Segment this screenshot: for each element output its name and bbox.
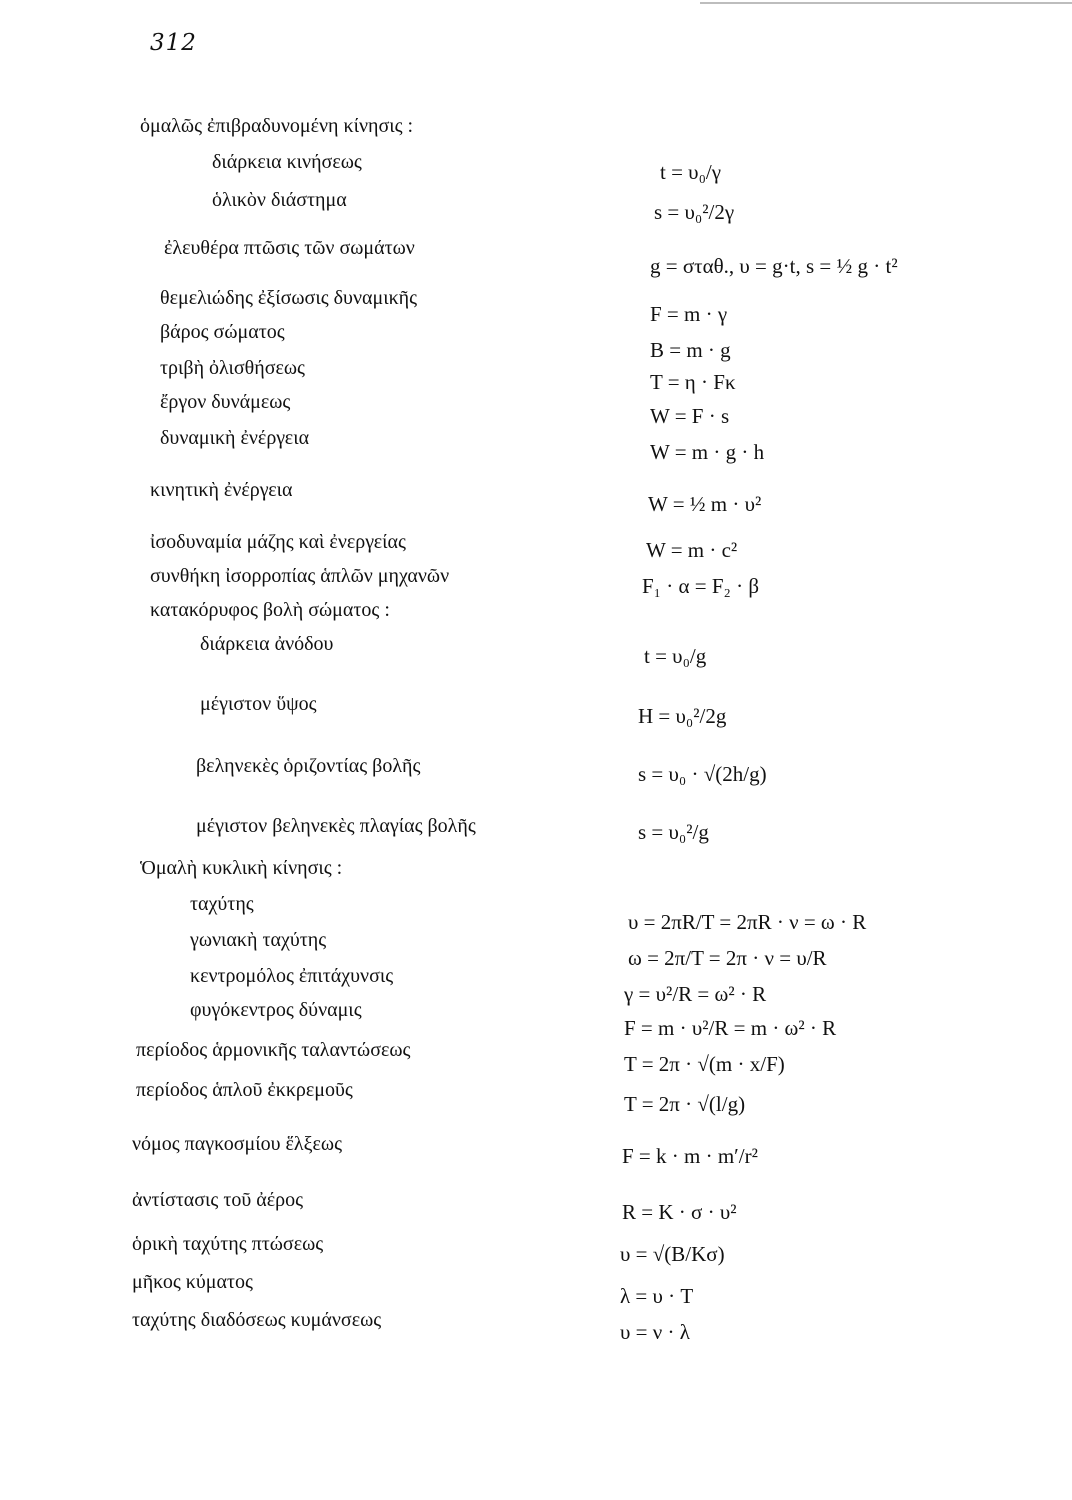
formula-friction: T = η · Fκ [650, 370, 736, 394]
formula-angular-velocity: ω = 2π/T = 2π · ν = υ/R [628, 946, 827, 970]
formula-centrifugal-force: F = m · υ²/R = m · ω² · R [624, 1016, 837, 1040]
label-sliding-friction: τριβὴ ὀλισθήσεως [160, 357, 305, 379]
label-harmonic-oscillation-period: περίοδος ἁρμονικῆς ταλαντώσεως [136, 1039, 411, 1061]
label-centripetal-acceleration: κεντρομόλος ἐπιτάχυνσις [190, 965, 394, 987]
formula-maximum-height: H = υ₀²/2g [638, 704, 727, 728]
label-centrifugal-force: φυγόκεντρος δύναμις [190, 999, 362, 1021]
formula-equilibrium: F₁ · α = F₂ · β [642, 574, 760, 598]
formula-total-distance: s = υ₀²/2γ [654, 200, 735, 224]
label-vertical-throw: κατακόρυφος βολὴ σώματος : [150, 599, 390, 621]
formula-fundamental-dynamics: F = m · γ [650, 302, 728, 326]
formula-work: W = F · s [650, 404, 730, 428]
label-wave-propagation-speed: ταχύτης διαδόσεως κυμάνσεως [132, 1309, 382, 1331]
formula-max-oblique-range: s = υ₀²/g [638, 820, 709, 844]
formula-speed: υ = 2πR/T = 2πR · ν = ω · R [628, 910, 867, 934]
label-speed: ταχύτης [190, 893, 254, 915]
formula-ascent-duration: t = υ₀/g [644, 644, 707, 668]
formula-pendulum-period: T = 2π · √(l/g) [624, 1092, 746, 1116]
formula-mass-energy: W = m · c² [646, 538, 738, 562]
formula-potential-energy: W = m · g · h [650, 440, 765, 464]
label-body-weight: βάρος σώματος [160, 321, 285, 343]
label-uniform-circular-motion: Ὁμαλὴ κυκλικὴ κίνησις : [140, 857, 343, 879]
label-wavelength: μῆκος κύματος [132, 1271, 253, 1293]
label-kinetic-energy: κινητικὴ ἐνέργεια [150, 479, 293, 501]
formula-horizontal-range: s = υ₀ · √(2h/g) [638, 762, 767, 786]
label-free-fall: ἐλευθέρα πτῶσις τῶν σωμάτων [164, 237, 415, 259]
label-maximum-height: μέγιστον ὕψος [200, 693, 317, 715]
top-edge-rule [700, 2, 1072, 4]
formula-gravitation: F = k · m · m′/r² [622, 1144, 758, 1168]
formula-weight: B = m · g [650, 338, 731, 362]
label-universal-gravitation-law: νόμος παγκοσμίου ἕλξεως [132, 1133, 343, 1155]
label-fundamental-dynamics-equation: θεμελιώδης ἐξίσωσις δυναμικῆς [160, 287, 418, 309]
label-ascent-duration: διάρκεια ἀνόδου [200, 633, 334, 655]
formula-free-fall: g = σταθ., υ = g·t, s = ½ g · t² [650, 254, 898, 278]
label-uniformly-decelerated-motion: ὁμαλῶς ἐπιβραδυνομένη κίνησις : [140, 115, 414, 137]
label-max-oblique-throw-range: μέγιστον βεληνεκὲς πλαγίας βολῆς [196, 815, 476, 837]
label-mass-energy-equivalence: ἰσοδυναμία μάζης καὶ ἐνεργείας [150, 531, 406, 553]
label-simple-pendulum-period: περίοδος ἁπλοῦ ἐκκρεμοῦς [136, 1079, 353, 1101]
page-number: 312 [150, 30, 197, 56]
label-terminal-velocity: ὁρικὴ ταχύτης πτώσεως [132, 1233, 324, 1255]
label-angular-velocity: γωνιακὴ ταχύτης [190, 929, 327, 951]
formula-harmonic-period: T = 2π · √(m · x/F) [624, 1052, 785, 1076]
label-potential-energy: δυναμικὴ ἐνέργεια [160, 427, 310, 449]
formula-kinetic-energy: W = ½ m · υ² [648, 492, 762, 516]
label-work-of-force: ἔργον δυνάμεως [160, 391, 291, 413]
label-motion-duration: διάρκεια κινήσεως [212, 151, 362, 173]
label-total-distance: ὁλικὸν διάστημα [212, 189, 347, 211]
formula-wavelength: λ = υ · T [620, 1284, 694, 1308]
formula-air-resistance: R = K · σ · υ² [622, 1200, 737, 1224]
label-simple-machines-equilibrium: συνθήκη ἰσορροπίας ἁπλῶν μηχανῶν [150, 565, 450, 587]
label-horizontal-throw-range: βεληνεκὲς ὁριζοντίας βολῆς [196, 755, 421, 777]
label-air-resistance: ἀντίστασις τοῦ ἀέρος [132, 1189, 304, 1211]
formula-centripetal-acceleration: γ = υ²/R = ω² · R [624, 982, 767, 1006]
formula-motion-duration: t = υ₀/γ [660, 160, 722, 184]
formula-terminal-velocity: υ = √(B/Kσ) [620, 1242, 725, 1266]
formula-propagation-speed: υ = ν · λ [620, 1320, 690, 1344]
